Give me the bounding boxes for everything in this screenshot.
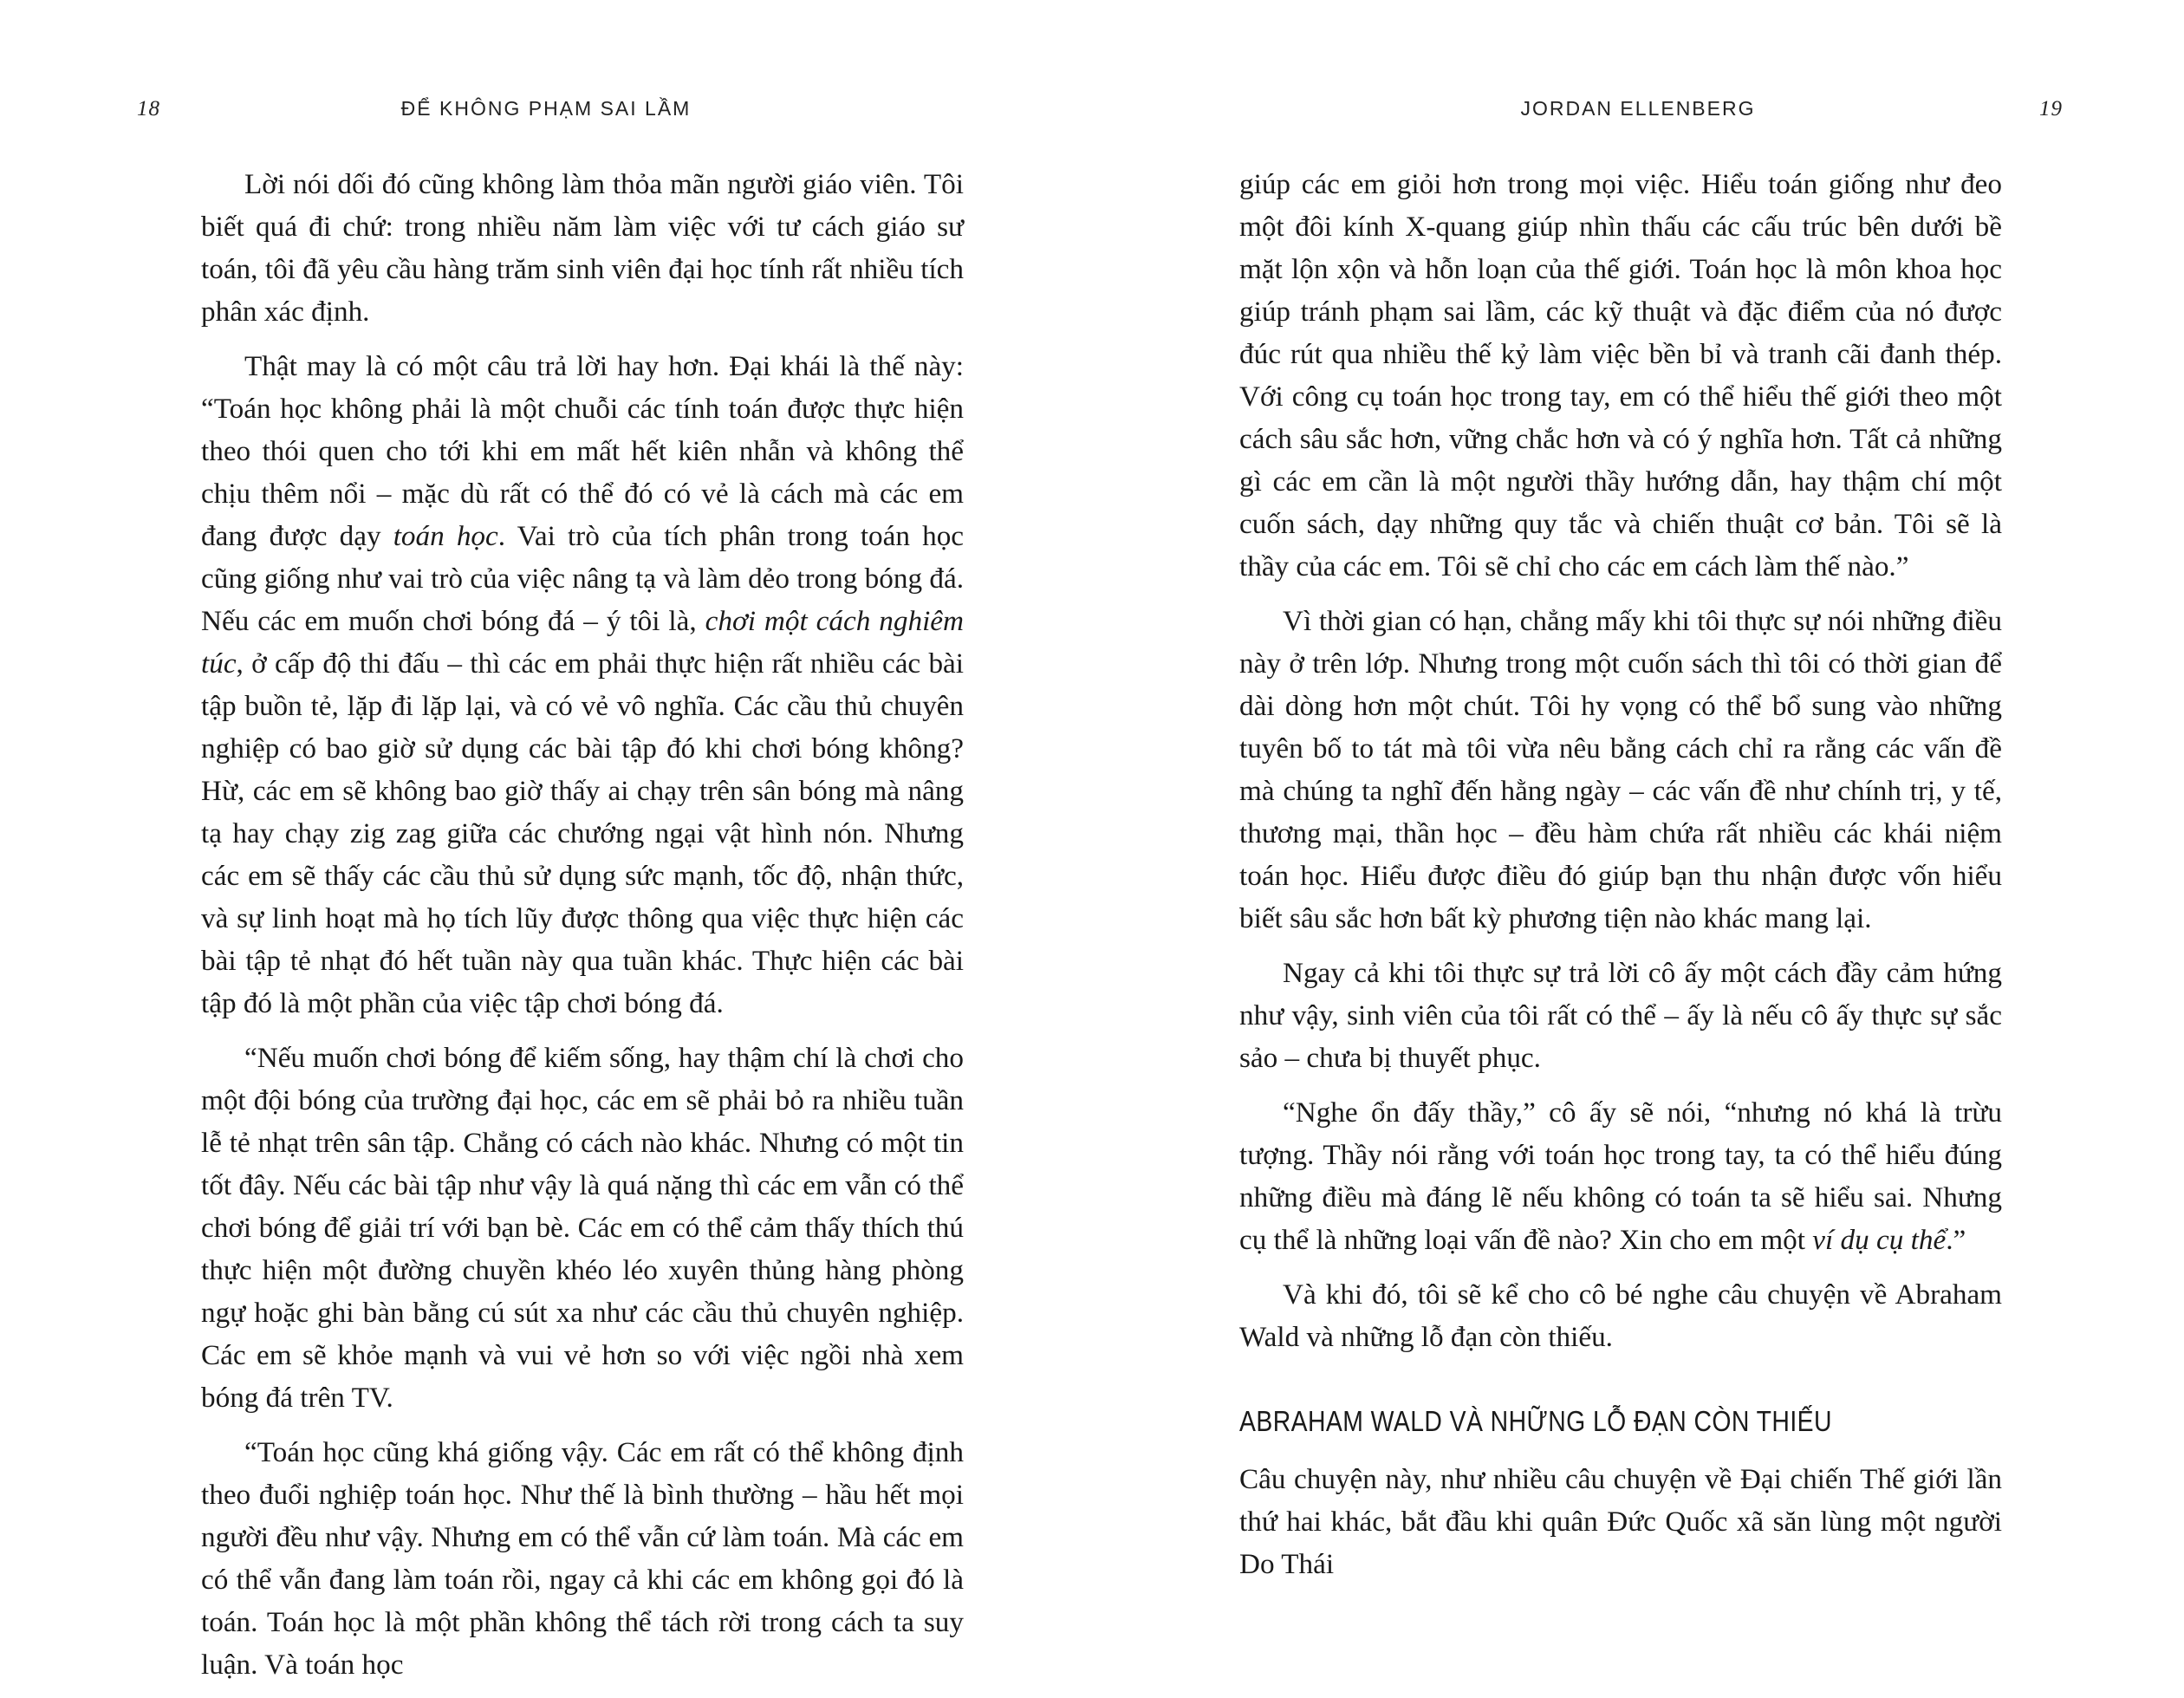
text-run: .”	[1946, 1224, 1966, 1256]
section-heading: ABRAHAM WALD VÀ NHỮNG LỖ ĐẠN CÒN THIẾU	[1239, 1405, 1832, 1437]
italic-text: ví dụ cụ thể	[1812, 1224, 1947, 1256]
paragraph: Câu chuyện này, như nhiều câu chuyện về Đại chiến Thế giới lần thứ hai khác, bắt đầu khi quân Đức Quốc xã săn lùng một người Do Thái	[1239, 1463, 2002, 1580]
text-run: . Vai trò của tích phân trong toán học cũng giống như vai trò của việc nâng tạ và làm dẻo trong bóng đá. Nếu các em muốn chơi bóng đá – ý tôi là,	[201, 520, 965, 637]
italic-text: toán học	[393, 520, 498, 552]
page-number: 18	[137, 97, 160, 120]
right-page	[1092, 0, 2184, 1638]
page-number: 19	[2039, 97, 2063, 120]
text-run: Vì thời gian có hạn, chẳng mấy khi tôi thực sự nói những điều này ở trên lớp. Nhưng trong một cuốn sách thì tôi có thời gian để dài dòng hơn một chút. Tôi hy vọng có thể bổ sung vào những tuyên bố to tát mà tôi vừa nêu bằng cách chỉ ra rằng các vấn đề mà chúng ta nghĩ đến hằng ngày – các vấn đề như chính trị, y tế, thương mại, thần học – đều hàm chứa rất nhiều các khái niệm toán học. Hiểu được điều đó giúp bạn thu nhận được vốn hiểu biết sâu sắc hơn bất kỳ phương tiện nào khác mang lại.	[1239, 605, 2002, 934]
paragraph	[201, 345, 964, 1025]
paragraph	[1239, 1091, 2002, 1261]
text-run: “Toán học cũng khá giống vậy. Các em rất có thể không định theo đuổi nghiệp toán học. Như thế là bình thường – hầu hết mọi người đều như vậy. Nhưng em có thể vẫn cứ làm toán. Mà các em có thể vẫn đang làm toán rồi, ngay cả khi các em không gọi đó là toán. Toán học là một phần không thể tách rời trong cách ta suy luận. Và toán học	[201, 1436, 964, 1681]
paragraph	[1239, 163, 2002, 588]
paragraph	[1239, 952, 2002, 1079]
paragraph	[1239, 1273, 2002, 1358]
italic-text: chơi một cách nghiêm túc	[201, 605, 964, 680]
paragraph	[201, 1037, 964, 1419]
page-body-text	[201, 163, 964, 1698]
paragraph	[201, 1431, 964, 1686]
text-run: Ngay cả khi tôi thực sự trả lời cô ấy một cách đầy cảm hứng như vậy, sinh viên của tôi rất có thể – ấy là nếu cô ấy thực sự sắc sảo – chưa bị thuyết phục.	[1239, 957, 2002, 1074]
page-body-text	[1239, 163, 2002, 1597]
left-page	[0, 0, 1092, 1681]
running-title: ĐỂ KHÔNG PHẠM SAI LẦM	[400, 97, 692, 120]
text-run: “Nghe ổn đấy thầy,” cô ấy sẽ nói, “nhưng nó khá là trừu tượng. Thầy nói rằng với toán học trong tay, ta có thể hiểu đúng những điều mà đáng lẽ nếu không có toán ta sẽ hiểu sai. Nhưng cụ thể là những loại vấn đề nào? Xin cho em một	[1239, 1096, 2002, 1256]
text-run: Lời nói dối đó cũng không làm thỏa mãn người giáo viên. Tôi biết quá đi chứ: trong nhiều năm làm việc với tư cách giáo sư toán, tôi đã yêu cầu hàng trăm sinh viên đại học tính rất nhiều tích phân xác định.	[201, 168, 964, 328]
paragraph	[201, 163, 964, 333]
text-run: Thật may là có một câu trả lời hay hơn. Đại khái là thế này: “Toán học không phải là một chuỗi các tính toán được thực hiện theo thói quen cho tới khi em mất hết kiên nhẫn và không thể chịu thêm nổi – mặc dù rất có thể đó có vẻ là cách mà các em đang được dạy	[201, 350, 964, 552]
text-run: “Nếu muốn chơi bóng để kiếm sống, hay thậm chí là chơi cho một đội bóng của trường đại học, các em sẽ phải bỏ ra nhiều tuần lễ tẻ nhạt trên sân tập. Chẳng có cách nào khác. Nhưng có một tin tốt đây. Nếu các bài tập như vậy là quá nặng thì các em vẫn có thể chơi bóng để giải trí với bạn bè. Các em có thể cảm thấy thích thú thực hiện một đường chuyền khéo léo xuyên thủng hàng phòng ngự hoặc ghi bàn bằng cú sút xa như các cầu thủ chuyên nghiệp. Các em sẽ khỏe mạnh và vui vẻ hơn so với việc ngồi nhà xem bóng đá trên TV.	[201, 1042, 964, 1414]
text-run: giúp các em giỏi hơn trong mọi việc. Hiểu toán giống như đeo một đôi kính X-quang giúp nhìn thấu các cấu trúc bên dưới bề mặt lộn xộn và hỗn loạn của thế giới. Toán học là môn khoa học giúp tránh phạm sai lầm, các kỹ thuật và đặc điểm của nó được đúc rút qua nhiều thế kỷ làm việc bền bỉ và tranh cãi đanh thép. Với công cụ toán học trong tay, em có thể hiểu thế giới theo một cách sâu sắc hơn, vững chắc hơn và có ý nghĩa hơn. Tất cả những gì các em cần là một người thầy hướng dẫn, hay thậm chí một cuốn sách, dạy những quy tắc và chiến thuật cơ bản. Tôi sẽ là thầy của các em. Tôi sẽ chỉ cho các em cách làm thế nào.”	[1239, 168, 2002, 582]
running-title: JORDAN ELLENBERG	[1520, 97, 1756, 120]
text-run: Và khi đó, tôi sẽ kể cho cô bé nghe câu chuyện về Abraham Wald và những lỗ đạn còn thiếu.	[1239, 1278, 2002, 1353]
text-run: , ở cấp độ thi đấu – thì các em phải thực hiện rất nhiều các bài tập buồn tẻ, lặp đi lặp lại, và có vẻ vô nghĩa. Các cầu thủ chuyên nghiệp có bao giờ sử dụng các bài tập đó khi chơi bóng không? Hừ, các em sẽ không bao giờ thấy ai chạy trên sân bóng mà nâng tạ hay chạy zig zag giữa các chướng ngại vật hình nón. Nhưng các em sẽ thấy các cầu thủ sử dụng sức mạnh, tốc độ, nhận thức, và sự linh hoạt mà họ tích lũy được thông qua việc thực hiện các bài tập tẻ nhạt đó hết tuần này qua tuần khác. Thực hiện các bài tập đó là một phần của việc tập chơi bóng đá.	[201, 647, 964, 1019]
paragraph	[1239, 600, 2002, 940]
